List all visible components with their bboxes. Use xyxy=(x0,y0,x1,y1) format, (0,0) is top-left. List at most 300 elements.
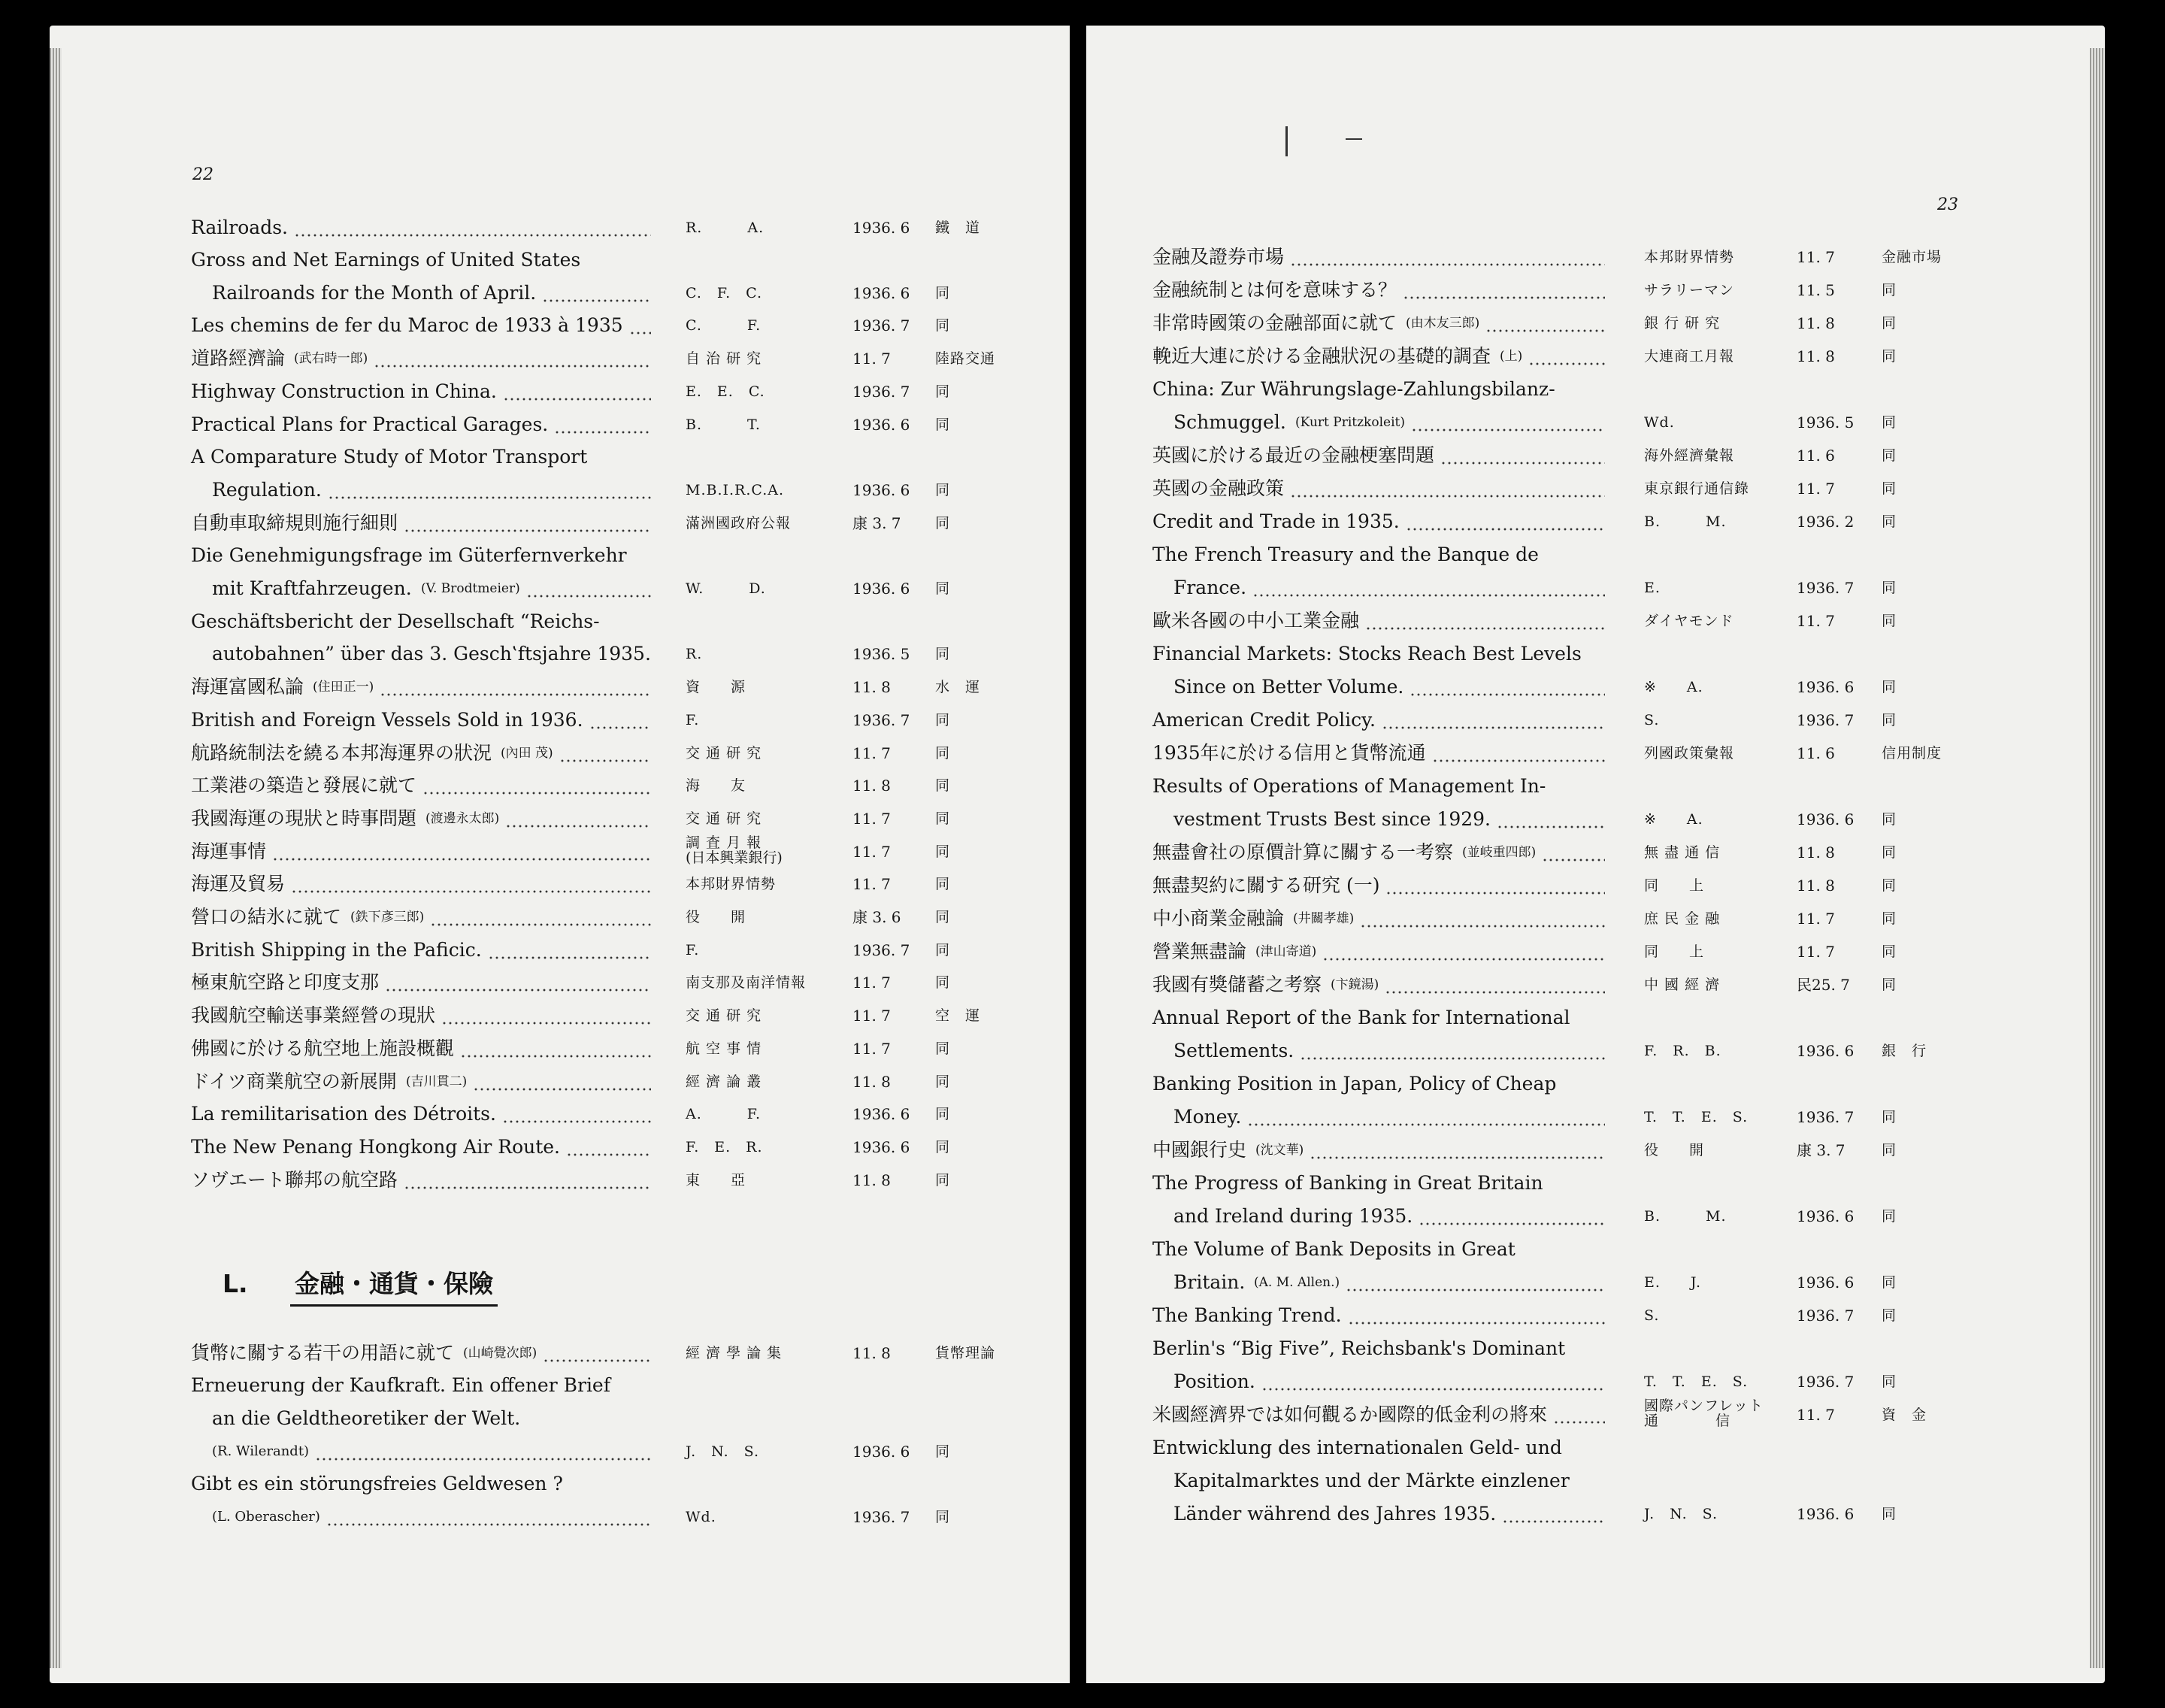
entry-subject: 同 xyxy=(935,1443,951,1460)
entry-title: and Ireland during 1935. xyxy=(1173,1205,1413,1227)
leader-dots xyxy=(1502,1498,1605,1530)
entry-source: 經 濟 學 論 集 xyxy=(686,1345,783,1361)
entry-subject: 同 xyxy=(935,515,951,531)
entry-author: (A. M. Allen.) xyxy=(1254,1275,1340,1290)
leader-dots xyxy=(542,277,651,309)
entry-subject: 陸路交通 xyxy=(935,350,996,367)
bibliography-entry xyxy=(50,1501,1070,1533)
bibliography-entry xyxy=(50,1337,1070,1369)
leader-dots xyxy=(1528,341,1605,372)
entry-source: T. T. E. S. xyxy=(1644,1109,1749,1125)
leader-dots xyxy=(1348,1300,1605,1331)
entry-date: 1936. 6 xyxy=(852,1138,910,1156)
entry-date: 11. 7 xyxy=(1797,612,1835,630)
entry-source: T. T. E. S. xyxy=(1644,1373,1749,1390)
bibliography-entry xyxy=(1086,274,2105,306)
entry-title: Erneuerung der Kaufkraft. Ein offener Brief xyxy=(191,1374,610,1396)
entry-title: 我國海運の現狀と時事問題 xyxy=(191,807,417,829)
entry-date: 1936. 6 xyxy=(852,219,910,237)
bibliography-entry xyxy=(50,1436,1070,1467)
entry-date: 1936. 6 xyxy=(852,1443,910,1461)
entry-source: M.B.I.R.C.A. xyxy=(686,482,785,498)
entry-date: 11. 6 xyxy=(1797,447,1835,465)
entry-author: (V. Brodtmeier) xyxy=(421,581,520,596)
leader-dots xyxy=(326,1501,651,1533)
entry-source: C. F. xyxy=(686,317,762,334)
entry-title: 米國經濟界では如何觀るか國際的低金利の將來 xyxy=(1152,1404,1548,1425)
leader-dots xyxy=(1322,936,1605,968)
bibliography-entry xyxy=(1086,1465,2105,1497)
leader-dots xyxy=(1310,1134,1605,1166)
entry-source: 資 源 xyxy=(686,679,746,695)
entry-source: B. M. xyxy=(1644,1208,1727,1225)
bibliography-entry xyxy=(1086,1366,2105,1398)
entry-date: 1936. 7 xyxy=(1797,711,1855,729)
entry-subject: 同 xyxy=(935,383,951,400)
entry-subject: 同 xyxy=(935,482,951,498)
leader-dots xyxy=(422,770,651,801)
entry-title: Schmuggel. xyxy=(1173,411,1286,433)
entry-title: 我國有獎儲蓄之考察 xyxy=(1152,974,1322,995)
leader-dots xyxy=(1300,1035,1605,1067)
entry-subject: 同 xyxy=(935,1509,951,1525)
leader-dots xyxy=(1403,274,1605,306)
entry-title: 1935年に於ける信用と貨幣流通 xyxy=(1152,742,1426,764)
bibliography-entry xyxy=(50,1370,1070,1401)
entry-subject: 同 xyxy=(1882,480,1897,497)
entry-date: 11. 7 xyxy=(852,1007,891,1025)
bibliography-entry xyxy=(1086,1234,2105,1265)
entry-date: 1936. 6 xyxy=(1797,678,1855,696)
entry-date: 1936. 7 xyxy=(852,711,910,729)
bibliography-entry xyxy=(1086,704,2105,736)
bibliography-entry xyxy=(1086,539,2105,571)
bibliography-entry xyxy=(50,573,1070,604)
leader-dots xyxy=(1385,969,1605,1001)
entry-subject: 同 xyxy=(935,1040,951,1057)
leader-dots xyxy=(294,212,651,244)
entry-date: 1936. 6 xyxy=(852,416,910,434)
entry-title: Regulation. xyxy=(212,479,322,501)
entry-title: Railroands for the Month of April. xyxy=(212,282,537,304)
entry-title: The Banking Trend. xyxy=(1152,1304,1342,1326)
entry-subject: 空 運 xyxy=(935,1007,981,1024)
bibliography-entry xyxy=(50,474,1070,506)
entry-subject: 同 xyxy=(1882,844,1897,861)
entry-source: E. E. C. xyxy=(686,383,765,400)
entry-date: 1936. 6 xyxy=(852,580,910,598)
entry-title: Highway Construction in China. xyxy=(191,380,497,402)
entry-source: 大連商工月報 xyxy=(1644,348,1735,365)
entry-date: 康 3. 7 xyxy=(1797,1141,1846,1159)
bibliography-entry xyxy=(1086,407,2105,438)
entry-date: 11. 7 xyxy=(852,350,891,368)
entry-date: 1936. 7 xyxy=(852,383,910,401)
entry-author: (津山寄道) xyxy=(1255,944,1317,959)
bibliography-entry xyxy=(1086,1035,2105,1067)
entry-subject: 同 xyxy=(935,1106,951,1122)
entry-author: (武右時一郎) xyxy=(294,351,368,366)
entry-subject: 同 xyxy=(1882,580,1897,596)
bibliography-entry xyxy=(50,901,1070,933)
bibliography-entry xyxy=(50,310,1070,341)
entry-title: Kapitalmarktes und der Märkte einzlener xyxy=(1173,1470,1570,1491)
leader-dots xyxy=(1385,870,1605,901)
leader-dots xyxy=(1440,440,1605,471)
bibliography-entry xyxy=(50,409,1070,441)
entry-author: (井關孝雄) xyxy=(1293,911,1355,926)
leader-dots xyxy=(488,934,651,966)
bibliography-entry xyxy=(1086,804,2105,835)
leader-dots xyxy=(404,507,651,539)
entry-source: 無 盡 通 信 xyxy=(1644,844,1721,861)
leader-dots xyxy=(291,868,651,900)
entry-title: an die Geldtheoretiker der Welt. xyxy=(212,1407,521,1429)
bibliography-entry xyxy=(1086,903,2105,934)
entry-title: 佛國に於ける航空地上施設概觀 xyxy=(191,1037,455,1059)
entry-title: 中小商業金融論 xyxy=(1152,907,1285,929)
entry-title: Banking Position in Japan, Policy of Cheap xyxy=(1152,1073,1557,1095)
entry-date: 1936. 2 xyxy=(1797,513,1855,531)
entry-title: 無盡契約に關する研究 (一) xyxy=(1152,874,1380,896)
entry-source: B. M. xyxy=(1644,513,1727,530)
entry-title: 營口の結氷に就て xyxy=(191,906,342,928)
entry-author: (由木友三郎) xyxy=(1406,316,1480,331)
leader-dots xyxy=(1497,804,1605,835)
entry-title: 海運事情 xyxy=(191,840,267,862)
bibliography-entry xyxy=(50,1468,1070,1500)
entry-subject: 同 xyxy=(1882,877,1897,894)
bibliography-entry xyxy=(50,671,1070,703)
leader-dots xyxy=(380,671,651,703)
entry-subject: 同 xyxy=(1882,1208,1897,1225)
entry-subject: 同 xyxy=(1882,315,1897,332)
entry-subject: 資 金 xyxy=(1882,1407,1927,1423)
entry-subject: 同 xyxy=(935,974,951,991)
page-number: 23 xyxy=(1937,195,1958,214)
entry-title: 極東航空路と印度支那 xyxy=(191,971,380,993)
entry-title: 非常時國策の金融部面に就て xyxy=(1152,312,1397,334)
entry-date: 11. 7 xyxy=(1797,1406,1835,1424)
bibliography-entry xyxy=(1086,473,2105,504)
entry-date: 1936. 7 xyxy=(852,941,910,959)
entry-date: 11. 8 xyxy=(852,678,891,696)
entry-date: 11. 7 xyxy=(852,744,891,762)
entry-date: 康 3. 7 xyxy=(852,514,901,532)
bibliography-entry xyxy=(50,1131,1070,1163)
entry-source: C. F. C. xyxy=(686,285,763,301)
entry-title: Since on Better Volume. xyxy=(1173,676,1404,698)
entry-title: mit Kraftfahrzeugen. xyxy=(212,577,412,599)
entry-source: 庶 民 金 融 xyxy=(1644,910,1721,927)
page-number: 22 xyxy=(192,165,213,184)
entry-source: 交 通 研 究 xyxy=(686,810,762,827)
entry-date: 1936. 6 xyxy=(1797,1505,1855,1523)
entry-date: 11. 8 xyxy=(852,1171,891,1189)
bibliography-entry xyxy=(1086,1399,2105,1431)
leader-dots xyxy=(559,737,651,769)
entry-title: Position. xyxy=(1173,1370,1255,1392)
entry-author: (沈文華) xyxy=(1255,1143,1304,1158)
entry-source: 南支那及南洋情報 xyxy=(686,974,807,991)
entry-date: 11. 7 xyxy=(1797,910,1835,928)
leader-dots xyxy=(1432,737,1605,769)
entry-date: 11. 8 xyxy=(852,1344,891,1362)
bibliography-entry xyxy=(1086,1167,2105,1199)
entry-date: 1936. 6 xyxy=(852,481,910,499)
leader-dots xyxy=(1365,605,1605,637)
leader-dots xyxy=(526,573,651,604)
entry-title: 金融及證券市場 xyxy=(1152,246,1285,268)
entry-title: British Shipping in the Paficic. xyxy=(191,939,482,961)
entry-title: The New Penang Hongkong Air Route. xyxy=(191,1136,561,1158)
entry-title: 海運富國私論 xyxy=(191,676,304,698)
entry-author: (上) xyxy=(1500,349,1523,364)
entry-date: 11. 8 xyxy=(1797,843,1835,862)
leader-dots xyxy=(505,803,651,834)
entry-title: 我國航空輸送事業經營の現狀 xyxy=(191,1004,436,1026)
entry-subject: 貨幣理論 xyxy=(935,1345,996,1361)
entry-source: J. N. S. xyxy=(686,1443,760,1460)
entry-date: 11. 7 xyxy=(852,974,891,992)
entry-source: 本邦財界情勢 xyxy=(686,876,777,892)
bibliography-entry xyxy=(50,836,1070,868)
entry-title: Gross and Net Earnings of United States xyxy=(191,249,581,271)
entry-title: ドイツ商業航空の新展開 xyxy=(191,1071,397,1092)
entry-author: (鉄下彥三郎) xyxy=(350,910,425,925)
entry-date: 1936. 6 xyxy=(852,1105,910,1123)
entry-source: F. xyxy=(686,942,700,958)
entry-source: 自 治 研 究 xyxy=(686,350,762,367)
entry-subject: 信用制度 xyxy=(1882,745,1942,762)
entry-subject: 金融市場 xyxy=(1882,249,1942,265)
entry-title: Britain. xyxy=(1173,1271,1246,1293)
entry-title: Credit and Trade in 1935. xyxy=(1152,510,1400,532)
entry-subject: 同 xyxy=(1882,282,1897,298)
entry-subject: 同 xyxy=(1882,1274,1897,1291)
entry-date: 1936. 6 xyxy=(852,284,910,302)
entry-date: 11. 8 xyxy=(852,1073,891,1091)
entry-subject: 同 xyxy=(1882,712,1897,728)
entry-source: R. xyxy=(686,646,703,662)
leader-dots xyxy=(503,376,651,407)
entry-title: Results of Operations of Management In- xyxy=(1152,775,1546,797)
entry-source: 航 空 事 情 xyxy=(686,1040,762,1057)
entry-subject: 水 運 xyxy=(935,679,981,695)
entry-date: 11. 5 xyxy=(1797,281,1835,299)
leader-dots xyxy=(1247,1101,1605,1133)
leader-dots xyxy=(1410,671,1605,703)
entry-title: (L. Oberascher) xyxy=(212,1509,320,1525)
bibliography-entry xyxy=(50,1033,1070,1064)
entry-subject: 同 xyxy=(1882,1142,1897,1158)
entry-title: 輓近大連に於ける金融狀況の基礎的調査 xyxy=(1152,345,1491,367)
entry-date: 1936. 5 xyxy=(852,645,910,663)
entry-subject: 同 xyxy=(1882,811,1897,828)
entry-title: Berlin's “Big Five”, Reichsbank's Dominant xyxy=(1152,1337,1566,1359)
entry-source: ※ A. xyxy=(1644,811,1703,828)
entry-title: Les chemins de fer du Maroc de 1933 à 1935 xyxy=(191,314,623,336)
leader-dots xyxy=(1290,241,1605,273)
entry-source: 銀 行 研 究 xyxy=(1644,315,1721,332)
entry-title: A Comparature Study of Motor Transport xyxy=(191,446,588,468)
entry-title: British and Foreign Vessels Sold in 1936. xyxy=(191,709,583,731)
leader-dots xyxy=(1485,307,1605,339)
entry-author: (並岐重四郎) xyxy=(1462,845,1537,860)
entry-subject: 同 xyxy=(935,1139,951,1155)
entry-subject: 同 xyxy=(1882,613,1897,629)
entry-title: 工業港の築造と發展に就て xyxy=(191,774,417,796)
entry-title: Railroads. xyxy=(191,217,288,238)
leader-dots xyxy=(315,1436,651,1467)
entry-source: F. xyxy=(686,712,700,728)
leader-dots xyxy=(1382,704,1605,736)
entry-subject: 同 xyxy=(935,285,951,301)
bibliography-entry xyxy=(1086,771,2105,802)
entry-subject: 同 xyxy=(935,646,951,662)
bibliography-entry xyxy=(50,212,1070,244)
leader-dots xyxy=(1542,837,1605,868)
entry-date: 11. 8 xyxy=(1797,877,1835,895)
entry-title: The Progress of Banking in Great Britain xyxy=(1152,1172,1543,1194)
entry-subject: 同 xyxy=(935,843,951,860)
bibliography-entry xyxy=(50,507,1070,539)
entry-author: (Kurt Pritzkoleit) xyxy=(1295,415,1405,430)
entry-title: Practical Plans for Practical Garages. xyxy=(191,413,549,435)
entry-date: 1936. 7 xyxy=(852,1508,910,1526)
leader-dots xyxy=(1290,473,1605,504)
left-page xyxy=(50,26,1070,1683)
entry-author: (吉川貫二) xyxy=(406,1074,468,1089)
entry-source: R. A. xyxy=(686,220,765,236)
entry-author: (渡邊永太郎) xyxy=(425,811,500,826)
bibliography-entry xyxy=(1086,605,2105,637)
bibliography-entry xyxy=(1086,870,2105,901)
entry-title: 自動車取締規則施行細則 xyxy=(191,512,398,534)
entry-date: 1936. 6 xyxy=(1797,810,1855,828)
entry-title: 道路經濟論 xyxy=(191,347,286,369)
leader-dots xyxy=(1553,1399,1605,1431)
entry-subject: 同 xyxy=(935,810,951,827)
leader-dots xyxy=(473,1066,651,1098)
entry-subject: 同 xyxy=(1882,1506,1897,1522)
entry-source: 東京銀行通信錄 xyxy=(1644,480,1750,497)
entry-title: autobahnen” über das 3. Gesch‛ftsjahre 1935. xyxy=(212,643,651,665)
bibliography-entry xyxy=(1086,1101,2105,1133)
bibliography-entry xyxy=(50,277,1070,309)
entry-title: France. xyxy=(1173,577,1247,598)
entry-title: 海運及貿易 xyxy=(191,873,286,895)
entry-date: 11. 6 xyxy=(1797,744,1835,762)
entry-title: 英國の金融政策 xyxy=(1152,477,1285,499)
bibliography-entry xyxy=(1086,837,2105,868)
entry-source: ※ A. xyxy=(1644,679,1703,695)
leader-dots xyxy=(385,967,651,998)
bibliography-entry xyxy=(50,737,1070,769)
leader-dots xyxy=(1346,1267,1605,1298)
entry-author: (山崎覺次郎) xyxy=(463,1346,537,1361)
entry-title: Financial Markets: Stocks Reach Best Levels xyxy=(1152,643,1582,665)
entry-title: Länder während des Jahres 1935. xyxy=(1173,1503,1497,1525)
entry-subject: 同 xyxy=(935,942,951,958)
entry-source: サラリーマン xyxy=(1644,282,1735,298)
bibliography-entry xyxy=(50,1000,1070,1031)
entry-subject: 同 xyxy=(935,876,951,892)
bibliography-entry xyxy=(50,244,1070,276)
bibliography-entry xyxy=(50,1066,1070,1098)
bibliography-entry xyxy=(50,540,1070,571)
entry-author: (內田 茂) xyxy=(501,746,553,761)
entry-source: W. D. xyxy=(686,580,766,597)
entry-title: 無盡會社の原價計算に關する一考察 xyxy=(1152,841,1454,863)
entry-date: 1936. 7 xyxy=(1797,1108,1855,1126)
bibliography-entry xyxy=(50,343,1070,374)
entry-source: Wd. xyxy=(686,1509,716,1525)
bibliography-entry xyxy=(50,638,1070,670)
entry-source: 同 上 xyxy=(1644,943,1705,960)
bibliography-entry xyxy=(1086,1134,2105,1166)
leader-dots xyxy=(543,1337,651,1369)
bibliography-entry xyxy=(1086,936,2105,968)
entry-source: S. xyxy=(1644,1307,1660,1324)
entry-title: 貨幣に關する若干の用語に就て xyxy=(191,1342,455,1364)
entry-source: Wd. xyxy=(1644,414,1675,431)
bibliography-entry xyxy=(1086,969,2105,1001)
bibliography-entry xyxy=(1086,1333,2105,1364)
entry-source: A. F. xyxy=(686,1106,762,1122)
entry-title: (R. Wilerandt) xyxy=(212,1443,310,1459)
entry-date: 康 3. 6 xyxy=(852,908,901,926)
entry-date: 1936. 6 xyxy=(1797,1273,1855,1292)
leader-dots xyxy=(441,1000,651,1031)
bibliography-entry xyxy=(50,770,1070,801)
entry-title: 金融統制とは何を意味する？ xyxy=(1152,279,1397,301)
entry-title: The French Treasury and the Banque de xyxy=(1152,544,1539,565)
entry-title: Entwicklung des internationalen Geld- und xyxy=(1152,1437,1562,1458)
bibliography-entry xyxy=(50,376,1070,407)
entry-title: China: Zur Währungslage-Zahlungsbilanz- xyxy=(1152,378,1555,400)
entry-source: 交 通 研 究 xyxy=(686,1007,762,1024)
bibliography-entry xyxy=(50,606,1070,637)
bibliography-entry xyxy=(1086,1068,2105,1100)
bibliography-entry xyxy=(1086,671,2105,703)
leader-dots xyxy=(272,836,651,868)
leader-dots xyxy=(404,1164,651,1196)
leader-dots xyxy=(1360,903,1605,934)
bibliography-entry xyxy=(1086,440,2105,471)
entry-date: 11. 7 xyxy=(852,810,891,828)
bibliography-entry xyxy=(50,1164,1070,1196)
leader-dots xyxy=(554,409,651,441)
entry-subject: 同 xyxy=(935,712,951,728)
entry-author: (住田正一) xyxy=(313,680,374,695)
bibliography-entry xyxy=(1086,341,2105,372)
entry-title: American Credit Policy. xyxy=(1152,709,1376,731)
entry-source: 列國政策彙報 xyxy=(1644,745,1735,762)
entry-title: Die Genehmigungsfrage im Güterfernverkehr xyxy=(191,544,627,566)
section-title: 金融・通貨・保險 xyxy=(290,1269,498,1307)
entry-date: 11. 7 xyxy=(1797,248,1835,266)
entry-source: 交 通 研 究 xyxy=(686,745,762,762)
entry-source: S. xyxy=(1644,712,1660,728)
entry-source: E. J. xyxy=(1644,1274,1702,1291)
entry-source: 海外經濟彙報 xyxy=(1644,447,1735,464)
entry-subject: 同 xyxy=(935,580,951,597)
entry-subject: 同 xyxy=(935,777,951,794)
entry-subject: 鐵 道 xyxy=(935,220,981,236)
bibliography-entry xyxy=(50,934,1070,966)
leader-dots xyxy=(1261,1366,1605,1398)
